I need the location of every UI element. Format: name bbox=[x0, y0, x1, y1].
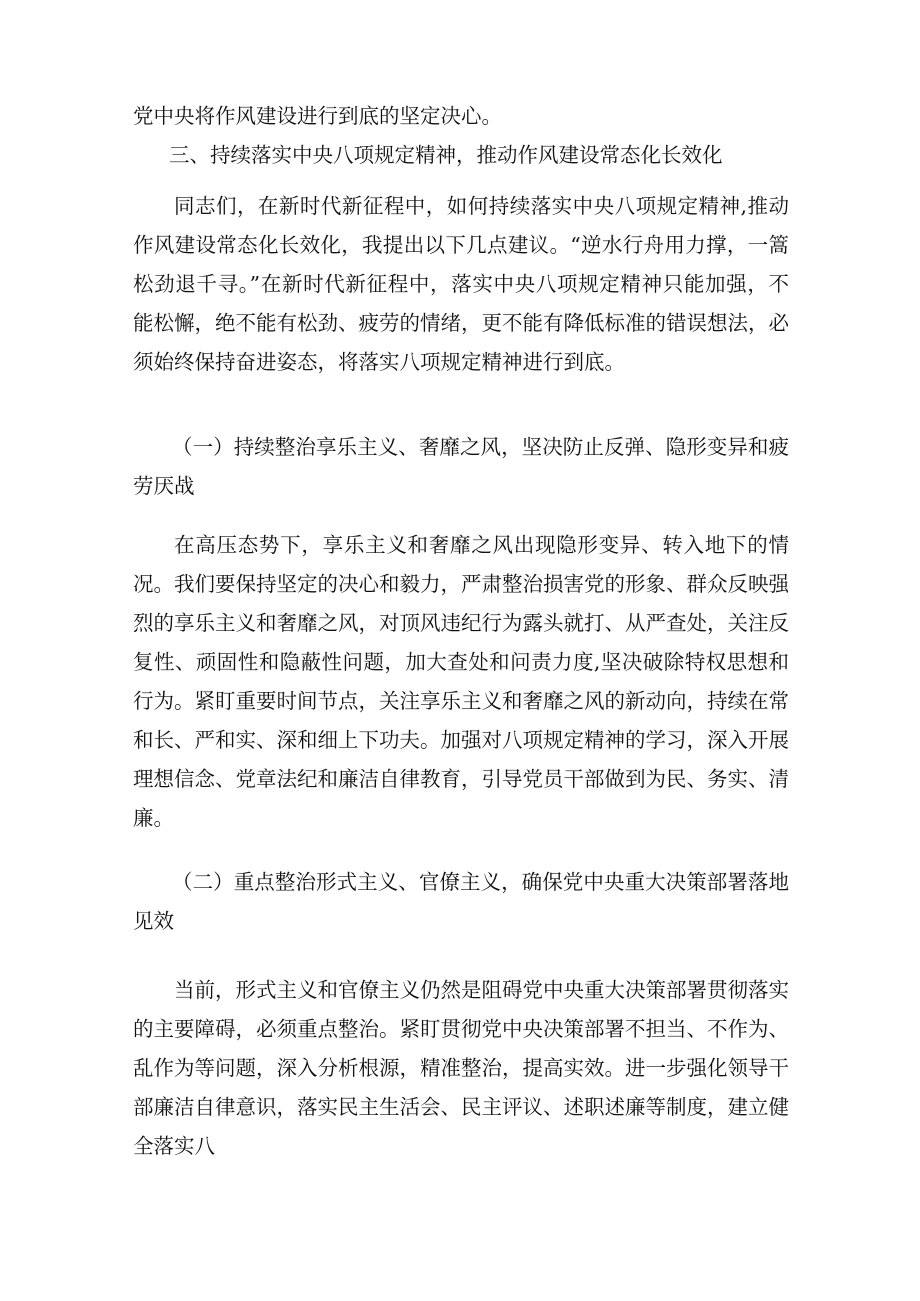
section-heading-three: 三、持续落实中央八项规定精神，推动作风建设常态化长效化 bbox=[169, 143, 723, 167]
paragraph-formalism: 当前，形式主义和官僚主义仍然是阻碍党中央重大决策部署贯彻落实的主要障碍，必须重点整治。紧盯贯彻党中央决策部署不担当、不作为、乱作为等问题，深入分析根源，精准整治，提高实效。进一步强化领导干部廉洁自律意识，落实民主生活会、民主评议、述职述廉等制度，建立健全落实八 bbox=[133, 978, 789, 1158]
sub-heading-one: （一）持续整治享乐主义、奢靡之风，坚决防止反弹、隐形变异和疲劳厌战 bbox=[133, 435, 789, 498]
sub-heading-two: （二）重点整治形式主义、官僚主义，确保党中央重大决策部署落地见效 bbox=[133, 870, 789, 933]
paragraph-continuation: 党中央将作风建设进行到底的坚定决心。 bbox=[133, 104, 502, 128]
paragraph-hedonism: 在高压态势下，享乐主义和奢靡之风出现隐形变异、转入地下的情况。我们要保持坚定的决心和毅力，严肃整治损害党的形象、群众反映强烈的享乐主义和奢靡之风，对顶风违纪行为露头就打、从严查处，关注反复性、顽固性和隐蔽性问题，加大查处和问责力度,坚决破除特权思想和行为。紧盯重要时间节点，关注享乐主义和奢靡之风的新动向，持续在常和长、严和实、深和细上下功夫。加强对八项规定精神的学习，深入开展理想信念、党章法纪和廉洁自律教育，引导党员干部做到为民、务实、清廉。 bbox=[133, 533, 789, 830]
paragraph-suggestions-intro: 同志们，在新时代新征程中，如何持续落实中央八项规定精神,推动作风建设常态化长效化，我提出以下几点建议。“逆水行舟用力撑，一篙松劲退千寻。”在新时代新征程中，落实中央八项规定精神只能加强，不能松懈，绝不能有松劲、疲劳的情绪，更不能有降低标准的错误想法，必须始终保持奋进姿态，将落实八项规定精神进行到底。 bbox=[133, 194, 789, 374]
